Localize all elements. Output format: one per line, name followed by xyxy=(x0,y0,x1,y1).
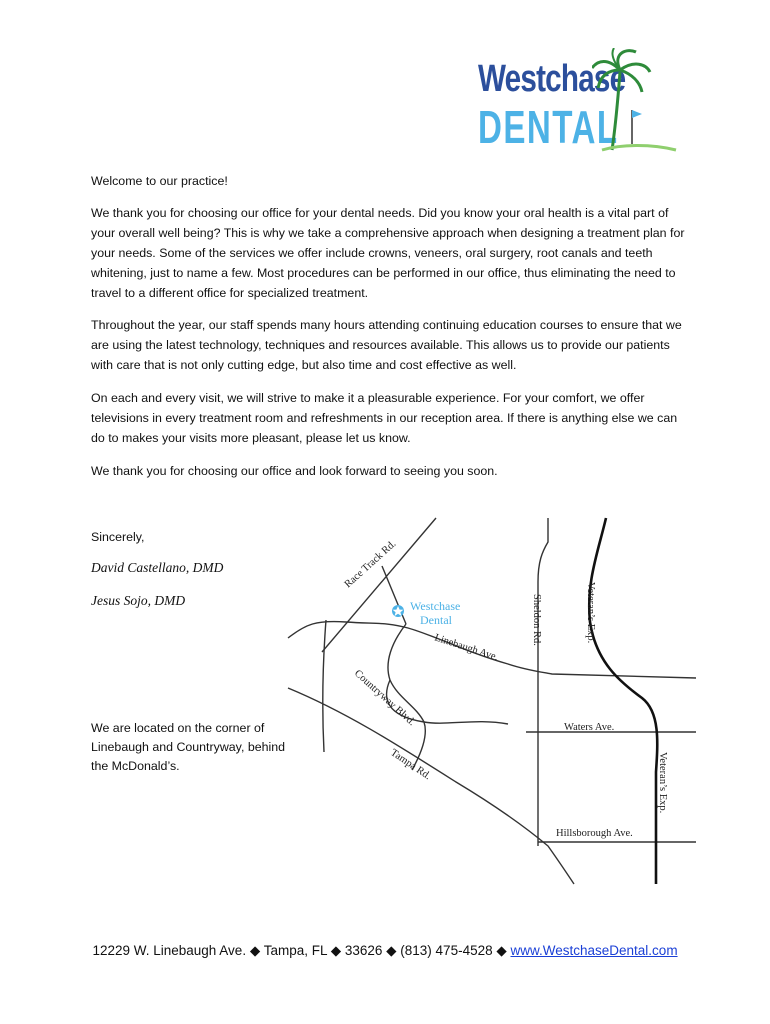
label-countryway: Countryway Blvd. xyxy=(351,668,418,729)
location-map xyxy=(286,512,698,892)
location-note: We are located on the corner of Linebaugh and Countryway, behind the McDonald’s. xyxy=(91,721,286,773)
greeting: Welcome to our practice! xyxy=(91,174,228,188)
palm-tree-golf-flag-icon xyxy=(592,48,682,156)
logo-word-westchase: Westchase xyxy=(478,58,626,100)
label-veterans-bottom: Veteran’s Exp. xyxy=(657,752,668,814)
footer xyxy=(0,943,770,959)
sheldon-road xyxy=(538,518,548,846)
paragraph-3: On each and every visit, we will strive to make it a pleasurable experience. For your comfort, we offer televisions in every treatment room and refreshments in our reception area. If there is anything else we can do to makes your visits more pleasant, please let us know. xyxy=(91,391,678,445)
paragraph-2: Throughout the year, our staff spends many hours attending continuing education courses to ensure that we are using the latest technology, techniques and resources available. This allows us to provide our patients with care that is not only cutting edge, but also time and cost effective as well. xyxy=(91,318,682,372)
westchase-dental-logo xyxy=(474,48,684,158)
logo-word-dental: DENTAL xyxy=(478,101,619,153)
label-sheldon: Sheldon Rd. xyxy=(531,594,542,646)
label-linebaugh: Linebaugh Ave. xyxy=(433,632,500,664)
label-waters: Waters Ave. xyxy=(564,722,615,733)
paragraph-1: We thank you for choosing our office for your dental needs. Did you know your oral health is a vital part of your overall well being? This is why we take a comprehensive approach when designing a treatment plan for your needs. Some of the services we offer include crowns, veneers, oral surgery, root canals and teeth whitening, just to name a few. Most procedures can be performed in our office, thus eliminating the need to travel to a different office for specialized treatment. xyxy=(91,206,685,300)
label-hillsborough: Hillsborough Ave. xyxy=(556,828,633,839)
label-office-line2: Dental xyxy=(420,613,452,627)
signature-sojo: Jesus Sojo, DMD xyxy=(91,593,186,608)
office-marker-icon xyxy=(392,605,404,617)
tampa-road xyxy=(288,688,574,884)
label-office-line1: Westchase xyxy=(410,599,461,613)
label-tampa: Tampa Rd. xyxy=(388,747,433,783)
footer-address: 12229 W. Linebaugh Ave. ◆ Tampa, FL ◆ 33626 ◆ (813) 475-4528 ◆ xyxy=(92,943,511,958)
label-race-track: Race Track Rd. xyxy=(342,538,399,591)
label-veterans-top: Veteran’s Exp. xyxy=(585,582,596,644)
closing: Sincerely, xyxy=(91,530,145,544)
signature-castellano: David Castellano, DMD xyxy=(91,560,224,575)
west-road xyxy=(323,620,326,752)
website-link[interactable]: www.WestchaseDental.com xyxy=(510,943,678,958)
letter-body xyxy=(91,171,691,191)
paragraph-4: We thank you for choosing our office and look forward to seeing you soon. xyxy=(91,464,498,478)
